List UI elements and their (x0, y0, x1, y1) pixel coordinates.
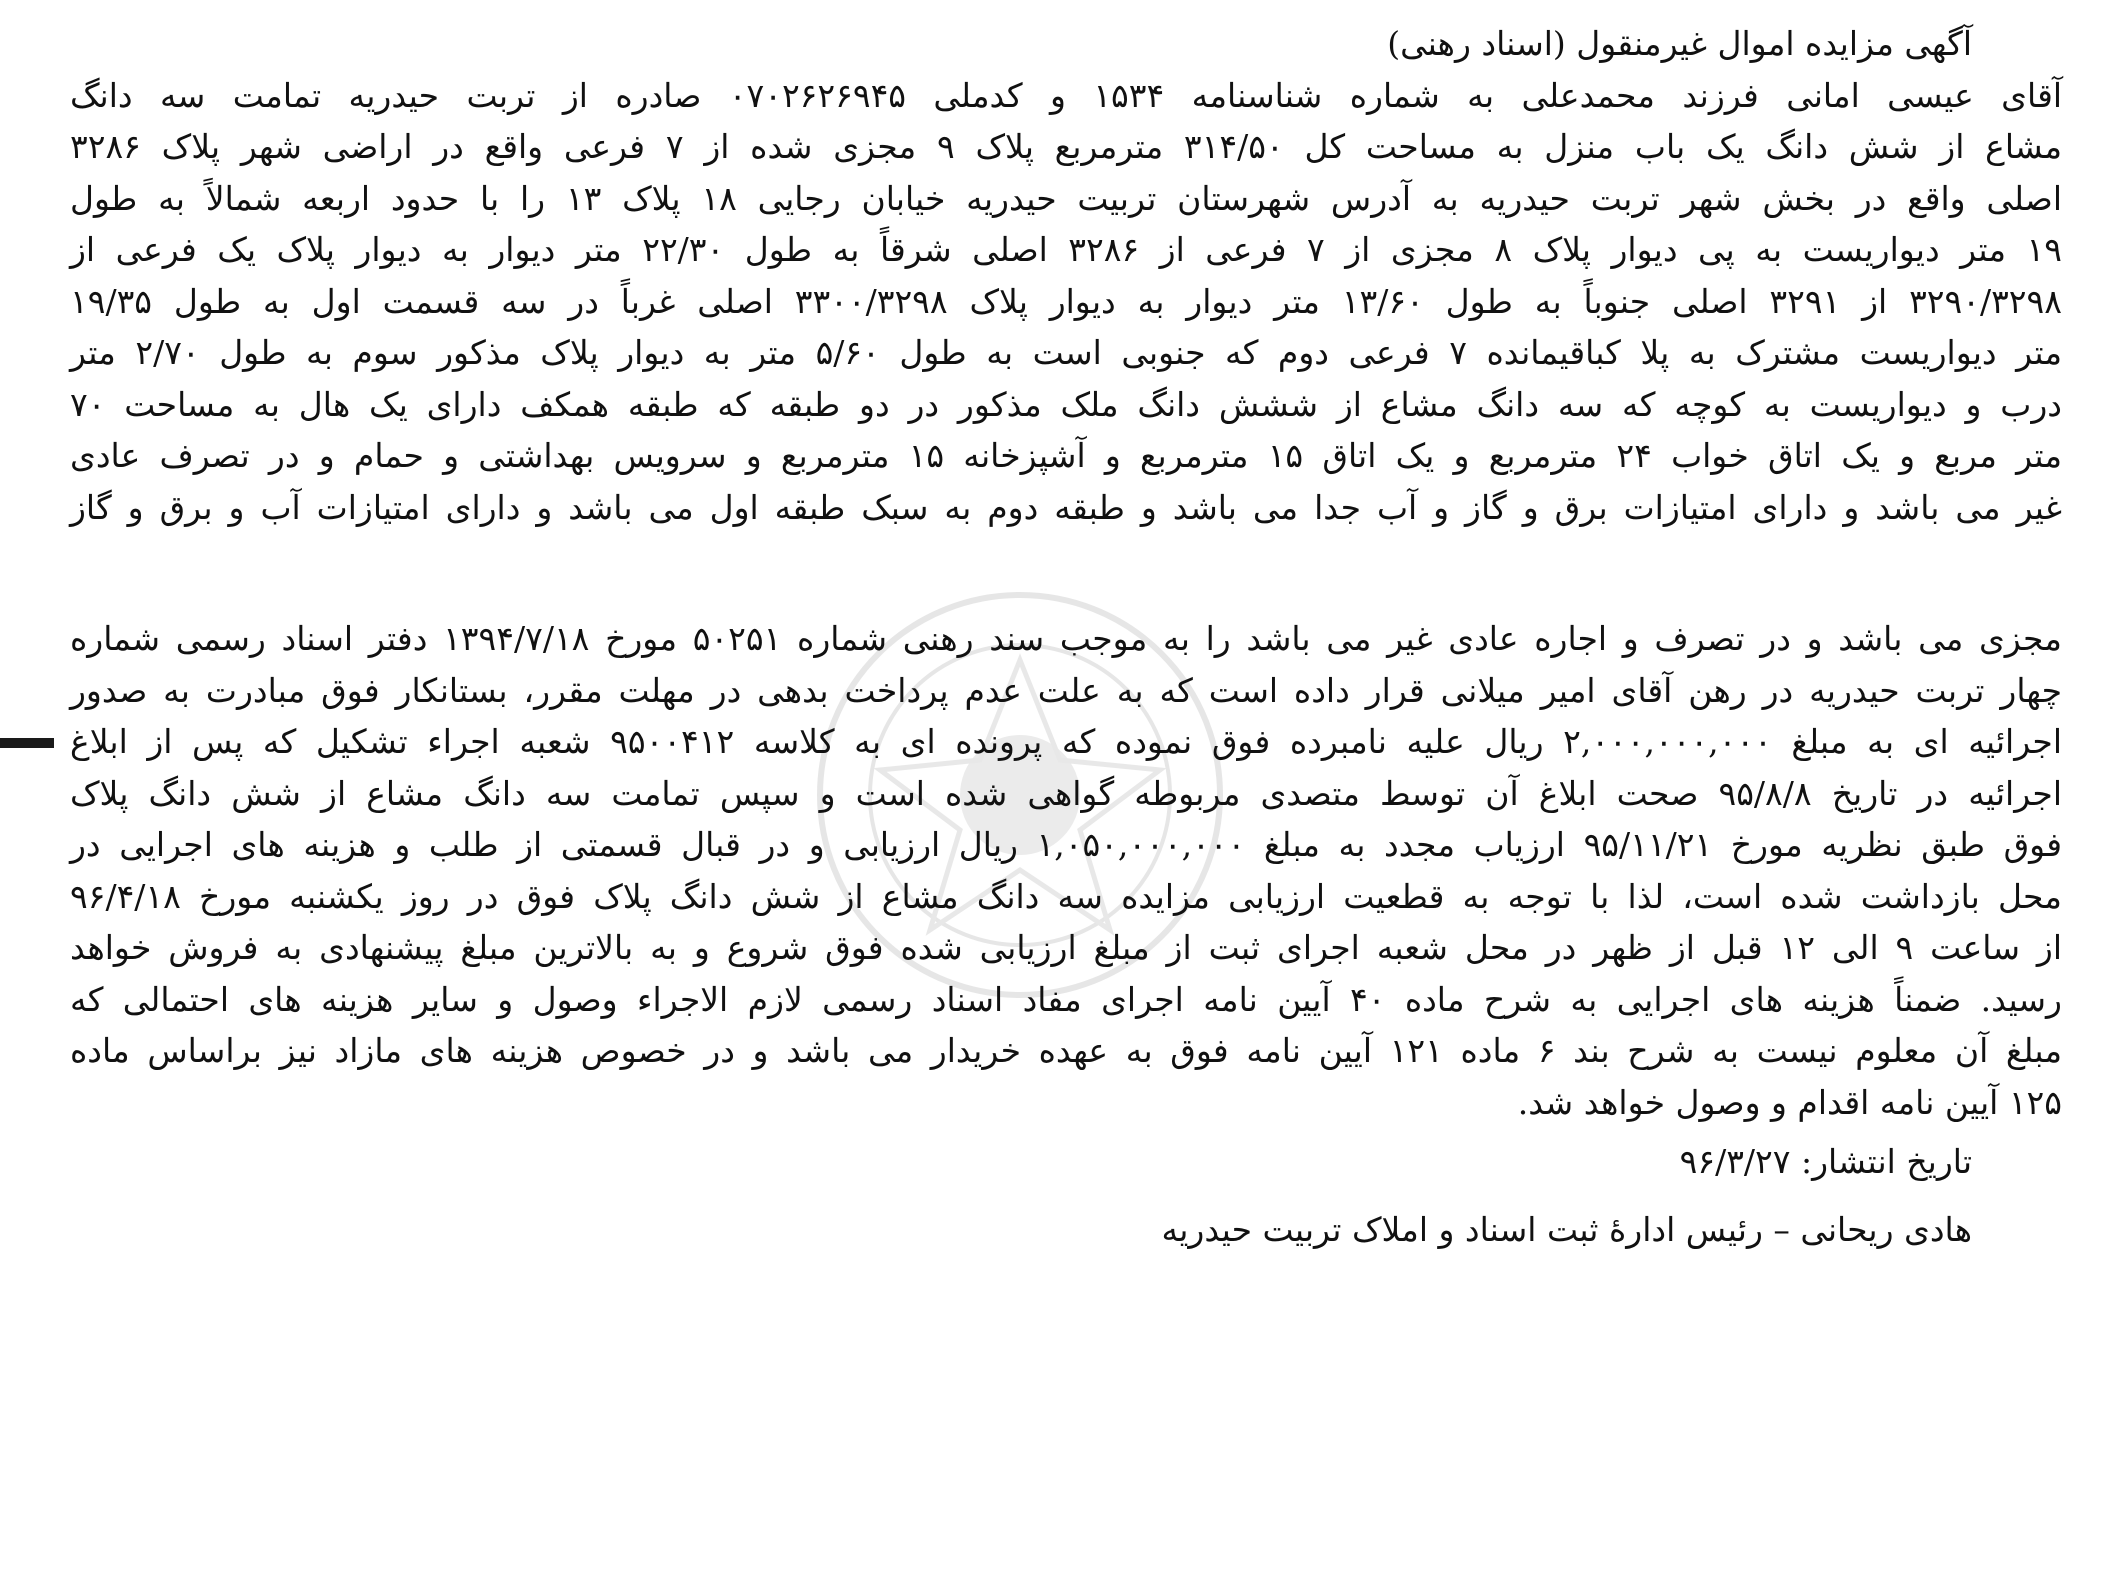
paragraph-line: ۱۹ متر دیواریست به پی دیوار پلاک ۸ مجزی از ۷ فرعی از ۳۲۸۶ اصلی شرقاً به طول ۲۲/۳۰ متر دیوار به دیوار پلاک یک فرعی از (70, 230, 2062, 269)
paragraph-line: از ساعت ۹ الی ۱۲ قبل از ظهر در محل شعبه اجرای ثبت از مبلغ ارزیابی شده فوق شروع و به بالاترین مبلغ پیشنهادی به فروش خواهد (70, 928, 2062, 967)
paragraph-line: چهار تربت حیدریه در رهن آقای امیر میلانی قرار داده است که به علت عدم پرداخت بدهی در مهلت مقرر، بستانکار فوق مبادرت به صدور (70, 670, 2062, 710)
margin-mark (0, 738, 54, 748)
notice-title: آگهی مزایده اموال غیرمنقول (اسناد رهنی) (1387, 24, 1972, 63)
paragraph-line: اجرائیه ای به مبلغ ۲,۰۰۰,۰۰۰,۰۰۰ ریال علیه نامبرده فوق نموده که پرونده ای به کلاسه ۹۵۰۰۴۱۲ شعبه اجراء تشکیل که پس از ابلاغ (70, 722, 2062, 761)
notice-document (70, 18, 2062, 1255)
paragraph-line: اجرائیه در تاریخ ۹۵/۸/۸ صحت ابلاغ آن توسط متصدی مربوطه گواهی شده است و سپس تمامت سه دانگ مشاع از شش دانگ پلاک (70, 773, 2062, 813)
paragraph-last-line: ۱۲۵ آیین نامه اقدام و وصول خواهد شد. (1517, 1082, 2062, 1122)
paragraph-line: مشاع از شش دانگ یک باب منزل به مساحت کل ۳۱۴/۵۰ مترمربع پلاک ۹ مجزی شده از ۷ فرعی واقع در اراضی شهر پلاک ۳۲۸۶ (70, 127, 2062, 166)
paragraph-line: رسید. ضمناً هزینه های اجرایی به شرح ماده ۴۰ آیین نامه اجرای مفاد اسناد رسمی لازم الاجراء وصول و سایر هزینه های احتمالی که (70, 979, 2062, 1019)
paragraph-line: ۳۲۹۰/۳۲۹۸ از ۳۲۹۱ اصلی جنوباً به طول ۱۳/۶۰ متر دیوار به دیوار پلاک ۳۳۰۰/۳۲۹۸ اصلی غرباً در سه قسمت اول به طول ۱۹/۳۵ (70, 281, 2062, 321)
paragraph-line: اصلی واقع در بخش شهر تربت حیدریه به آدرس شهرستان تربیت حیدریه خیابان رجایی ۱۸ پلاک ۱۳ را با حدود اربعه شمالاً به طول (70, 178, 2063, 218)
paragraph-line: مجزی می باشد و در تصرف و اجاره عادی غیر می باشد را به موجب سند رهنی شماره ۵۰۲۵۱ مورخ ۱۳۹۴/۷/۱۸ دفتر اسناد رسمی شماره (70, 619, 2062, 658)
paragraph-line: غیر می باشد و دارای امتیازات برق و گاز و آب جدا می باشد و طبقه دوم به سبک طبقه اول می باشد و دارای امتیازات آب و برق و گاز (70, 487, 2062, 527)
publish-date: تاریخ انتشار: ۹۶/۳/۲۷ (1679, 1142, 1972, 1181)
paragraph-line: درب و دیواریست به کوچه که سه دانگ مشاع از ششش دانگ ملک مذکور در دو طبقه که طبقه همکف دارای یک هال به مساحت ۷۰ (70, 384, 2062, 424)
signature: هادی ریحانی – رئیس ادارهٔ ثبت اسناد و املاک تربیت حیدریه (1161, 1209, 1972, 1249)
paragraph-line: متر مربع و یک اتاق خواب ۲۴ مترمربع و یک اتاق ۱۵ مترمربع و آشپزخانه ۱۵ مترمربع و سرویس بهداشتی و حمام و در تصرف عادی (70, 436, 2062, 475)
paragraph-line: محل بازداشت شده است، لذا با توجه به قطعیت ارزیابی مزایده سه دانگ مشاع از شش دانگ پلاک فوق در روز یکشنبه مورخ ۹۶/۴/۱۸ (70, 876, 2062, 916)
paragraph-line: آقای عیسی امانی فرزند محمدعلی به شماره شناسنامه ۱۵۳۴ و کدملی ۰۷۰۲۶۲۶۹۴۵ صادره از تربت حیدریه تمامت سه دانگ (70, 75, 2063, 115)
paragraph-line: فوق طبق نظریه مورخ ۹۵/۱۱/۲۱ ارزیاب مجدد به مبلغ ۱,۰۵۰,۰۰۰,۰۰۰ ریال ارزیابی و در قبال قسمتی از طلب و هزینه های اجرایی در (70, 825, 2062, 864)
paragraph-line: مبلغ آن معلوم نیست به شرح بند ۶ ماده ۱۲۱ آیین نامه فوق به عهده خریدار می باشد و در خصوص هزینه های مازاد نیز براساس ماده (70, 1031, 2062, 1070)
paragraph-line: متر دیواریست مشترک به پلا کباقیمانده ۷ فرعی دوم که جنوبی است به طول ۵/۶۰ متر به دیوار پلاک مذکور سوم به طول ۲/۷۰ متر (70, 333, 2062, 372)
